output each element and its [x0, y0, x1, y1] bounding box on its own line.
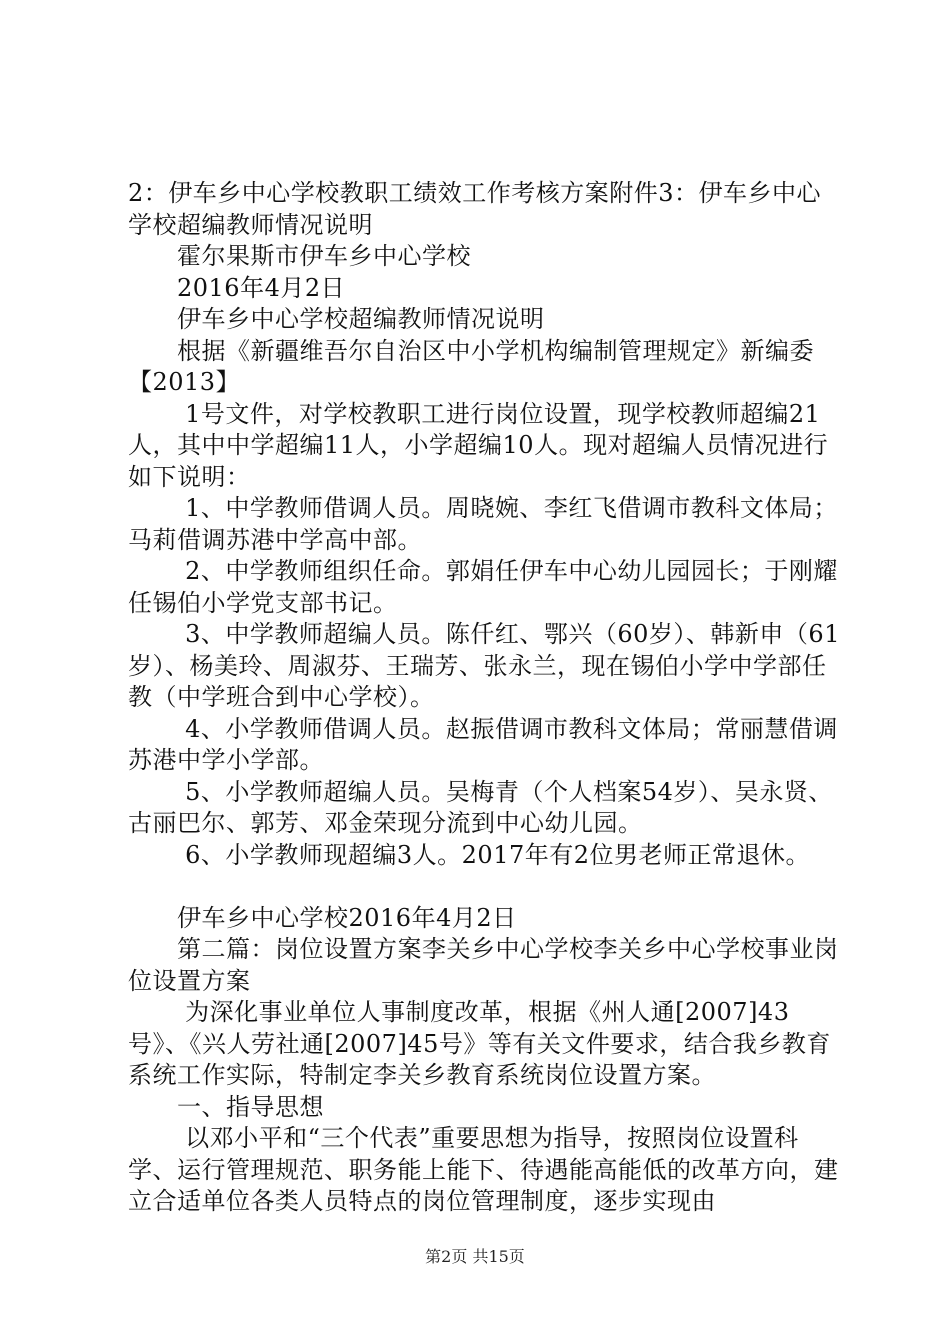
blank-line	[128, 871, 840, 903]
paragraph-item-4: 4、小学教师借调人员。赵振借调市教科文体局；常丽慧借调苏港中学小学部。	[128, 714, 838, 774]
paragraph-heading-guiding-thought: 一、指导思想	[128, 1092, 324, 1121]
paragraph-item-6: 6、小学教师现超编3人。2017年有2位男老师正常退休。	[128, 840, 811, 869]
paragraph-item-2: 2、中学教师组织任命。郭娟任伊车中心幼儿园园长；于刚耀任锡伯小学党支部书记。	[128, 557, 838, 617]
paragraph-basis: 根据《新疆维吾尔自治区中小学机构编制管理规定》新编委【2013】	[128, 336, 814, 396]
paragraph-item-5: 5、小学教师超编人员。吴梅青（个人档案54岁）、吴永贤、古丽巴尔、郭芳、邓金荣现分流到中心幼儿园。	[128, 777, 833, 837]
paragraph-item-1: 1、中学教师借调人员。周晓婉、李红飞借调市教科文体局；马莉借调苏港中学高中部。	[128, 494, 838, 554]
paragraph-attachment-title: 2：伊车乡中心学校教职工绩效工作考核方案附件3：伊车乡中心学校超编教师情况说明	[128, 179, 822, 239]
paragraph-item-3: 3、中学教师超编人员。陈仟红、鄂兴（60岁）、韩新申（61岁）、杨美玲、周淑芬、王瑞芳、张永兰，现在锡伯小学中学部任教（中学班合到中心学校）。	[128, 620, 840, 711]
page-number-footer: 第2页 共15页	[425, 1247, 525, 1266]
paragraph-date: 2016年4月2日	[128, 273, 346, 302]
paragraph-part-two-title: 第二篇：岗位设置方案李关乡中心学校李关乡中心学校事业岗位设置方案	[128, 935, 839, 995]
paragraph-signature: 伊车乡中心学校2016年4月2日	[128, 903, 517, 932]
paragraph-school-name: 霍尔果斯市伊车乡中心学校	[128, 242, 471, 270]
paragraph-purpose: 为深化事业单位人事制度改革，根据《州人通[2007]43号》、《兴人劳社通[2007]45号》等有关文件要求，结合我乡教育系统工作实际，特制定李关乡教育系统岗位设置方案。	[128, 998, 831, 1089]
document-body	[128, 178, 840, 1218]
paragraph-guiding-thought: 以邓小平和“三个代表”重要思想为指导，按照岗位设置科学、运行管理规范、职务能上能下、待遇能高能低的改革方向，建立合适单位各类人员特点的岗位管理制度，逐步实现由	[128, 1124, 839, 1215]
paragraph-section-title: 伊车乡中心学校超编教师情况说明	[128, 305, 545, 333]
paragraph-overview: 1号文件，对学校教职工进行岗位设置，现学校教师超编21人，其中中学超编11人，小学超编10人。现对超编人员情况进行如下说明：	[128, 399, 829, 491]
